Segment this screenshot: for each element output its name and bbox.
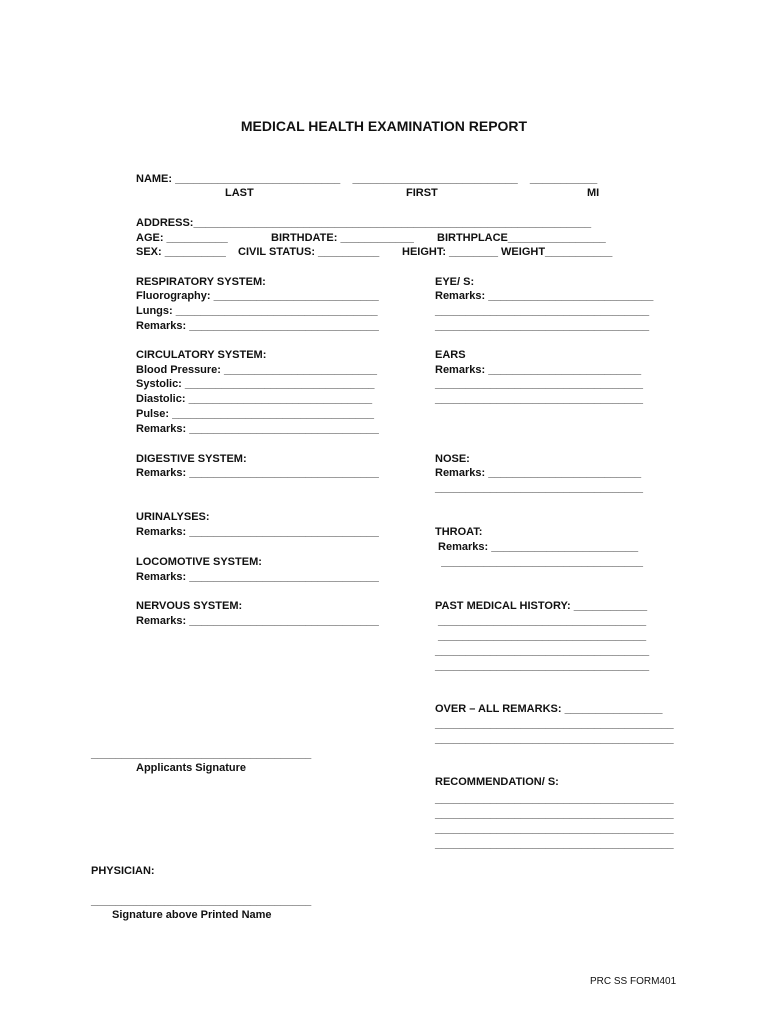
address-field[interactable]: ADDRESS:_________________________________________________________________ [136,217,592,229]
urinalyses-remarks-field[interactable]: Remarks: _______________________________ [136,526,379,538]
digestive-heading: DIGESTIVE SYSTEM: [136,453,247,465]
nose-heading: NOSE: [435,453,470,465]
locomotive-remarks-field[interactable]: Remarks: _______________________________ [136,571,379,583]
ears-remarks-line[interactable]: __________________________________ [435,378,644,390]
past-medical-history-field[interactable]: PAST MEDICAL HISTORY: ____________ [435,600,648,612]
form-code: PRC SS FORM401 [590,976,677,987]
history-line[interactable]: __________________________________ [435,615,647,627]
overall-remarks-field[interactable]: OVER – ALL REMARKS: ________________ [435,703,663,715]
overall-remarks-line[interactable]: _______________________________________ [435,733,674,745]
sex-field[interactable]: SEX: __________ [136,246,226,258]
caption-first: FIRST [406,187,438,199]
throat-heading: THROAT: [435,526,483,538]
caption-last: LAST [225,187,254,199]
physician-signature-line[interactable]: ____________________________________ [91,895,312,907]
pulse-field[interactable]: Pulse: _________________________________ [136,408,374,420]
nervous-heading: NERVOUS SYSTEM: [136,600,243,612]
ears-remarks-field[interactable]: Remarks: _________________________ [435,364,642,376]
history-line[interactable]: ___________________________________ [435,645,650,657]
recommendation-line[interactable]: _______________________________________ [435,808,674,820]
throat-remarks-line[interactable]: _________________________________ [435,556,643,568]
eyes-remarks-field[interactable]: Remarks: ___________________________ [435,290,654,302]
nose-remarks-field[interactable]: Remarks: _________________________ [435,467,642,479]
civil-status-field[interactable]: CIVIL STATUS: __________ [238,246,380,258]
physician-signature-caption: Signature above Printed Name [112,909,272,921]
history-line[interactable]: __________________________________ [435,630,647,642]
caption-mi: MI [587,187,600,199]
urinalyses-heading: URINALYSES: [136,511,210,523]
respiratory-heading: RESPIRATORY SYSTEM: [136,276,266,288]
ears-heading: EARS [435,349,466,361]
respiratory-remarks-field[interactable]: Remarks: _______________________________ [136,320,379,332]
eyes-remarks-line[interactable]: ___________________________________ [435,305,650,317]
history-line[interactable]: ___________________________________ [435,660,650,672]
recommendation-heading: RECOMMENDATION/ S: [435,776,559,788]
systolic-field[interactable]: Systolic: _______________________________ [136,378,375,390]
diastolic-field[interactable]: Diastolic: ______________________________ [136,393,373,405]
birthdate-field[interactable]: BIRTHDATE: ____________ [271,232,414,244]
age-field[interactable]: AGE: __________ [136,232,228,244]
page-title: MEDICAL HEALTH EXAMINATION REPORT [240,118,528,134]
ears-remarks-line[interactable]: __________________________________ [435,393,644,405]
throat-remarks-field[interactable]: Remarks: ________________________ [435,541,639,553]
nose-remarks-line[interactable]: __________________________________ [435,482,644,494]
circulatory-remarks-field[interactable]: Remarks: _______________________________ [136,423,379,435]
applicant-signature-line[interactable]: ____________________________________ [91,748,312,760]
circulatory-heading: CIRCULATORY SYSTEM: [136,349,267,361]
physician-label: PHYSICIAN: [91,865,155,877]
recommendation-line[interactable]: _______________________________________ [435,838,674,850]
height-weight-field[interactable]: HEIGHT: ________ WEIGHT___________ [402,246,613,258]
overall-remarks-line[interactable]: _______________________________________ [435,718,674,730]
fluorography-field[interactable]: Fluorography: ___________________________ [136,290,379,302]
recommendation-line[interactable]: _______________________________________ [435,793,674,805]
applicant-signature-label: Applicants Signature [136,762,247,774]
recommendation-line[interactable]: _______________________________________ [435,823,674,835]
lungs-field[interactable]: Lungs: _________________________________ [136,305,378,317]
eyes-remarks-line[interactable]: ___________________________________ [435,320,650,332]
name-field[interactable]: NAME: ___________________________ ___________________________ ___________ [136,173,598,185]
nervous-remarks-field[interactable]: Remarks: _______________________________ [136,615,379,627]
digestive-remarks-field[interactable]: Remarks: _______________________________ [136,467,379,479]
eyes-heading: EYE/ S: [435,276,475,288]
birthplace-field[interactable]: BIRTHPLACE________________ [437,232,606,244]
blood-pressure-field[interactable]: Blood Pressure: _________________________ [136,364,377,376]
locomotive-heading: LOCOMOTIVE SYSTEM: [136,556,262,568]
